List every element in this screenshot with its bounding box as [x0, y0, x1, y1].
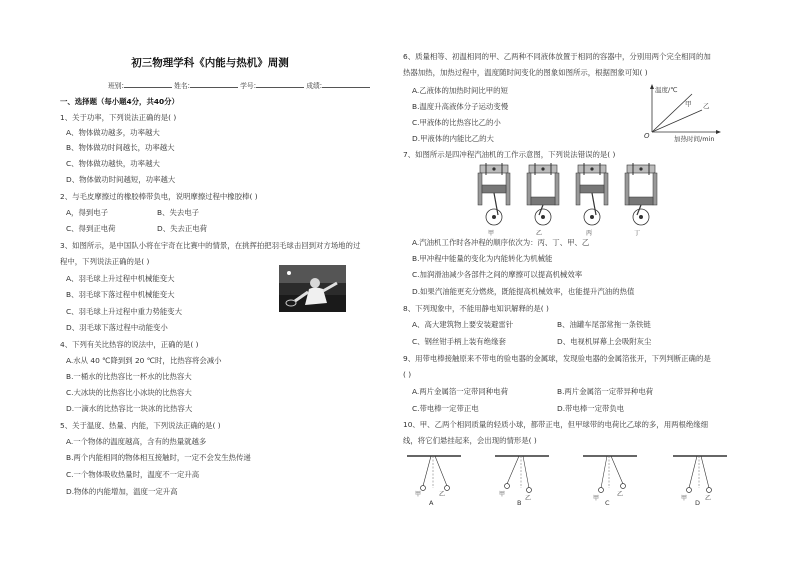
engine-bing — [576, 163, 608, 225]
q6-option-d: D.甲液体的内能比乙的大 — [412, 134, 494, 143]
q9-option-c: C.带电棒一定带正电 — [412, 404, 479, 413]
engine-strokes-diagram — [470, 163, 670, 238]
q1-stem: 1、关于功率，下列说法正确的是( ) — [60, 113, 177, 122]
option-label-d: D — [695, 499, 701, 506]
q4-option-d: D.一滴水的比热容比一块冰的比热容大 — [66, 404, 193, 413]
q8-option-a: A、高大建筑物上要安装避雷针 — [412, 320, 514, 329]
q5-option-d: D.物体的内能增加，温度一定升高 — [66, 487, 178, 496]
section-heading: 一、选择题（每小题4分，共40分） — [60, 97, 179, 106]
temperature-time-graph — [640, 82, 725, 144]
engine-yi — [527, 163, 559, 225]
q1-option-d: D、物体做功时间越短，功率越大 — [66, 175, 176, 184]
pendulum-options-diagram — [403, 448, 733, 506]
q6-stem-line1: 6、质量相等、初温相同的甲、乙两种不同液体放置于相同的容器中，分别用两个完全相同的加 — [403, 52, 711, 61]
option-label-a: A — [429, 499, 434, 506]
graph-y-label: 温度/℃ — [655, 86, 678, 94]
option-label-c: C — [605, 499, 610, 506]
graph-x-label: 加热时间/min — [674, 135, 715, 143]
series-yi-label: 乙 — [703, 102, 710, 110]
q7-option-b: B.甲冲程中能量的变化为内能转化为机械能 — [412, 254, 553, 263]
q9-option-b: B.两片金属箔一定带异种电荷 — [557, 387, 654, 396]
q2-stem: 2、与毛皮摩擦过的橡胶棒带负电，说明摩擦过程中橡胶棒( ) — [60, 192, 258, 201]
q3-option-b: B、羽毛球下落过程中机械能变大 — [66, 290, 175, 299]
q4-option-c: C.大冰块的比热容比小冰块的比热容大 — [66, 388, 192, 397]
q2-option-a: A，得到电子 — [66, 208, 109, 217]
class-field[interactable] — [124, 80, 172, 88]
q3-stem-line1: 3、如图所示，是中国队小将在宇奇在比赛中的情景，在挑挥拍把羽毛球击回到对方场地的过 — [60, 241, 361, 250]
name-label: 姓名: — [174, 82, 190, 90]
name-field[interactable] — [190, 80, 238, 88]
x-axis-arrow — [716, 130, 721, 134]
score-label: 成绩: — [306, 82, 323, 90]
q4-option-a: A.水从 40 ℃降到到 20 ℃时，比热容将会减小 — [66, 356, 222, 365]
ball-jia-label-d: 甲 — [681, 495, 688, 502]
q8-stem: 8、下列现象中，不能用静电知识解释的是( ) — [403, 304, 549, 313]
ball-jia-label-c: 甲 — [593, 495, 600, 502]
class-label: 班别: — [108, 82, 124, 90]
q1-option-a: A、物体做功越多，功率越大 — [66, 128, 160, 137]
q6-option-c: C.甲液体的比热容比乙的小 — [412, 118, 501, 127]
q6-option-a: A.乙液体的加热时间比甲的短 — [412, 86, 508, 95]
q3-stem-line2: 程中，下列说法正确的是( ) — [60, 257, 150, 266]
student-info-line — [108, 80, 370, 90]
q9-stem-line2: ( ) — [403, 370, 412, 379]
graph-origin: O — [644, 132, 650, 140]
q5-option-a: A.一个物体的温度越高，含有的热量就越多 — [66, 437, 207, 446]
q8-option-c: C、钢丝钳手柄上装有绝缘套 — [412, 337, 506, 346]
q2-option-c: C、得到正电荷 — [66, 224, 116, 233]
q4-option-b: B.一桶水的比热容比一杯水的比热容大 — [66, 372, 192, 381]
id-label: 学号: — [240, 82, 257, 90]
ball-yi-label-c: 乙 — [617, 491, 624, 498]
pendulum-option-b — [495, 456, 549, 506]
engine-label-ding: 丁 — [634, 230, 641, 237]
q9-option-a: A.两片金属箔一定带同种电荷 — [412, 387, 508, 396]
badminton-player-photo — [279, 265, 346, 312]
q8-option-b: B、油罐车尾部常拖一条铁链 — [557, 320, 651, 329]
q7-stem: 7、如图所示是四冲程汽油机的工作示意图，下列说法错误的是( ) — [403, 150, 616, 159]
q10-stem-line1: 10、甲、乙两个相同质量的轻质小球，都带正电，但甲球带的电荷比乙球的多，用两根绝缘细 — [403, 420, 709, 429]
pendulum-option-d — [673, 456, 727, 506]
q5-option-c: C.一个物体吸收热量时，温度不一定升高 — [66, 470, 200, 479]
q4-stem: 4、下列有关比热容的说法中，正确的是( ) — [60, 340, 199, 349]
ball-yi-label-d: 乙 — [705, 495, 712, 502]
q5-stem: 5、关于温度、热量、内能，下列说法正确的是( ) — [60, 421, 221, 430]
ball-yi-label-b: 乙 — [525, 495, 532, 502]
q6-stem-line2: 热器加热，加热过程中，温度随时间变化的图象如图所示，根据图象可知( ) — [403, 68, 648, 77]
ball-yi-label-a: 乙 — [439, 491, 446, 498]
ball-jia-label-b: 甲 — [499, 491, 506, 498]
q8-option-d: D、电视机屏幕上会吸附灰尘 — [557, 337, 652, 346]
engine-label-bing: 丙 — [586, 230, 593, 237]
engine-jia — [478, 163, 510, 225]
q5-option-b: B.两个内能相同的物体相互接触时，一定不会发生热传递 — [66, 453, 251, 462]
pendulum-option-c — [583, 456, 637, 506]
q2-option-b: B、失去电子 — [157, 208, 200, 217]
q9-option-d: D.带电棒一定带负电 — [557, 404, 625, 413]
engine-ding — [625, 163, 657, 225]
series-yi-line — [652, 110, 702, 132]
option-label-b: B — [517, 499, 522, 506]
score-field[interactable] — [322, 80, 370, 88]
engine-label-yi: 乙 — [536, 230, 543, 237]
q7-option-d: D.如果汽油能更充分燃烧，既能提高机械效率，也能提升汽油的热值 — [412, 287, 635, 296]
q3-option-c: C、羽毛球上升过程中重力势能变大 — [66, 307, 183, 316]
q7-option-a: A.汽油机工作时各冲程的顺序依次为：丙、丁、甲、乙 — [412, 238, 590, 247]
q7-option-c: C.加润滑油减少各部件之间的摩擦可以提高机械效率 — [412, 270, 583, 279]
series-jia-label: 甲 — [685, 100, 692, 108]
id-field[interactable] — [256, 80, 304, 88]
y-axis-arrow — [650, 84, 654, 89]
q9-stem-line1: 9、用带电棒接触原来不带电的验电器的金属球，发现验电器的金属箔张开，下列判断正确的是 — [403, 354, 711, 363]
q1-option-c: C、物体做功越快，功率越大 — [66, 159, 160, 168]
q3-option-a: A、羽毛球上升过程中机械能变大 — [66, 274, 175, 283]
q1-option-b: B、物体做功时间越长，功率越大 — [66, 143, 175, 152]
engine-label-jia: 甲 — [488, 230, 495, 237]
q6-option-b: B.温度升高液体分子运动变慢 — [412, 102, 509, 111]
page-title: 初三物理学科《内能与热机》周测 — [131, 57, 289, 69]
pendulum-option-a — [407, 456, 461, 506]
q10-stem-line2: 线，将它们悬挂起来，会出现的情形是( ) — [403, 436, 537, 445]
ball-jia-label-a: 甲 — [415, 491, 422, 498]
q2-option-d: D、失去正电荷 — [157, 224, 208, 233]
q3-option-d: D、羽毛球下落过程中动能变小 — [66, 323, 168, 332]
